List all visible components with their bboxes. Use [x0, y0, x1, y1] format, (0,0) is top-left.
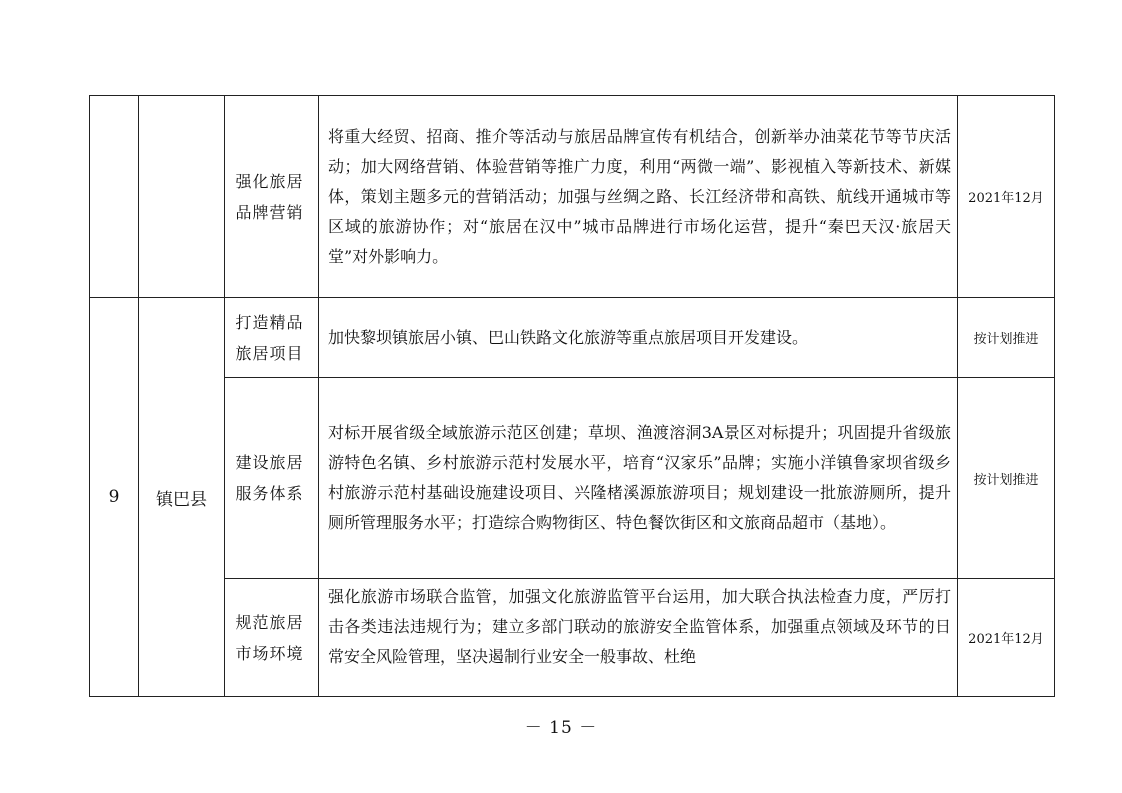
table-row	[90, 298, 1055, 378]
task-cell	[225, 378, 319, 579]
content-text: 将重大经贸、招商、推介等活动与旅居品牌宣传有机结合，创新举办油菜花节等节庆活动；加大网络营销、体验营销等推广力度，利用“两微一端”、影视植入等新技术、新媒体，策划主题多元的营销活动；加强与丝绸之路、长江经济带和高铁、航线开通城市等区域的旅游协作；对“旅居在汉中”城市品牌进行市场化运营，提升“秦巴天汉·旅居天堂”对外影响力。	[328, 126, 951, 266]
row-number-cell	[90, 96, 139, 298]
county-cell: 镇巴县	[139, 298, 225, 697]
content-cell	[319, 378, 958, 579]
task-label: 规范旅居市场环境	[235, 612, 304, 663]
table-row	[90, 579, 1055, 697]
table-row	[90, 96, 1055, 298]
deadline-cell: 按计划推进	[958, 298, 1055, 378]
content-cell	[319, 579, 958, 697]
task-label: 建设旅居服务体系	[235, 453, 304, 503]
content-text: 加快黎坝镇旅居小镇、巴山铁路文化旅游等重点旅居项目开发建设。	[328, 327, 809, 347]
deadline-cell: 2021年12月	[958, 579, 1055, 697]
content-text: 对标开展省级全域旅游示范区创建；草坝、渔渡溶洞3A景区对标提升；巩固提升省级旅游特色名镇、乡村旅游示范村发展水平，培育“汉家乐”品牌；实施小洋镇鲁家坝省级乡村旅游示范村基础设施建设项目、兴隆楮溪源旅游项目；规划建设一批旅游厕所，提升厕所管理服务水平；打造综合购物街区、特色餐饮街区和文旅商品超市（基地）。	[328, 423, 951, 532]
task-cell	[225, 298, 319, 378]
row-number-cell: 9	[90, 298, 139, 697]
task-table	[89, 95, 1055, 697]
task-label: 打造精品旅居项目	[235, 312, 304, 363]
task-cell	[225, 96, 319, 298]
deadline-cell: 按计划推进	[958, 378, 1055, 579]
task-cell	[225, 579, 319, 697]
county-cell	[139, 96, 225, 298]
content-text: 强化旅游市场联合监管，加强文化旅游监管平台运用，加大联合执法检查力度，严厉打击各类违法违规行为；建立多部门联动的旅游安全监管体系，加强重点领域及环节的日常安全风险管理，坚决遏制行业安全一般事故、杜绝	[328, 586, 951, 666]
table-row	[90, 378, 1055, 579]
content-clip	[328, 582, 951, 694]
task-label: 强化旅居品牌营销	[235, 171, 304, 222]
page-number: － 15 －	[524, 718, 598, 738]
content-cell	[319, 96, 958, 298]
content-cell	[319, 298, 958, 378]
deadline-cell: 2021年12月	[958, 96, 1055, 298]
